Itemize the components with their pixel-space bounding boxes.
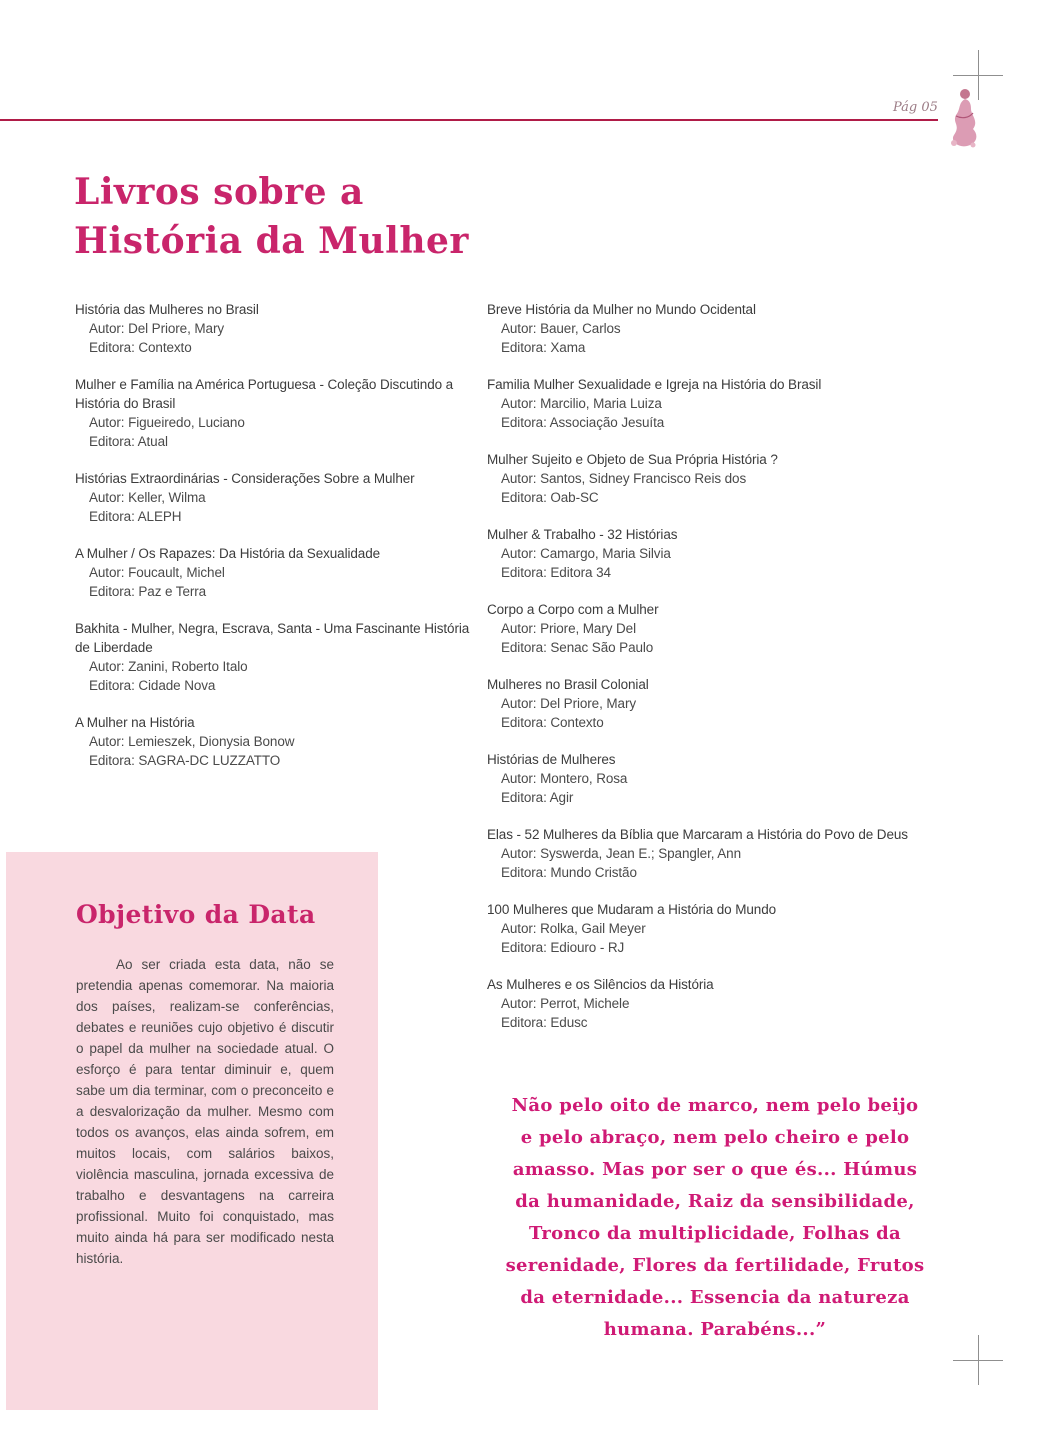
book-entry bbox=[487, 975, 992, 1032]
book-author: Autor: Perrot, Michele bbox=[501, 996, 630, 1011]
book-entry bbox=[487, 825, 992, 882]
book-entry bbox=[487, 600, 992, 657]
book-publisher: Editora: Cidade Nova bbox=[89, 678, 216, 693]
book-author: Autor: Camargo, Maria Silvia bbox=[501, 546, 671, 561]
quote-block bbox=[468, 1090, 962, 1346]
book-list-right bbox=[487, 300, 992, 1050]
book-publisher: Editora: SAGRA-DC LUZZATTO bbox=[89, 753, 281, 768]
page-number: Pág 05 bbox=[893, 100, 938, 115]
book-title: Mulher & Trabalho - 32 Histórias bbox=[487, 527, 678, 542]
book-publisher: Editora: Senac São Paulo bbox=[501, 640, 654, 655]
book-publisher: Editora: ALEPH bbox=[89, 509, 182, 524]
book-entry bbox=[75, 619, 480, 695]
book-title: A Mulher na História bbox=[75, 715, 195, 730]
book-publisher: Editora: Paz e Terra bbox=[89, 584, 207, 599]
book-author: Autor: Syswerda, Jean E.; Spangler, Ann bbox=[501, 846, 741, 861]
book-entry bbox=[75, 375, 480, 451]
book-publisher: Editora: Oab-SC bbox=[501, 490, 599, 505]
book-entry bbox=[75, 300, 480, 357]
book-list-left bbox=[75, 300, 480, 788]
objective-box bbox=[6, 852, 378, 1410]
book-title: Mulher e Família na América Portuguesa - Coleção Discutindo a História do Brasil bbox=[75, 377, 454, 411]
book-publisher: Editora: Contexto bbox=[501, 715, 604, 730]
header-rule bbox=[0, 119, 938, 121]
book-entry bbox=[75, 544, 480, 601]
book-publisher: Editora: Associação Jesuíta bbox=[501, 415, 665, 430]
book-author: Autor: Keller, Wilma bbox=[89, 490, 206, 505]
quote-line: serenidade, Flores da fertilidade, Frutos bbox=[505, 1255, 925, 1276]
book-publisher: Editora: Contexto bbox=[89, 340, 192, 355]
book-title: Bakhita - Mulher, Negra, Escrava, Santa - Uma Fascinante História de Liberdade bbox=[75, 621, 470, 655]
book-title: Familia Mulher Sexualidade e Igreja na História do Brasil bbox=[487, 377, 822, 392]
book-author: Autor: Figueiredo, Luciano bbox=[89, 415, 245, 430]
page-title-line1: Livros sobre a bbox=[74, 171, 364, 213]
book-title: Histórias de Mulheres bbox=[487, 752, 616, 767]
page-title bbox=[74, 168, 469, 266]
book-title: Breve História da Mulher no Mundo Ocidental bbox=[487, 302, 756, 317]
quote-line: humana. Parabéns...” bbox=[603, 1319, 827, 1340]
book-entry bbox=[487, 375, 992, 432]
book-title: A Mulher / Os Rapazes: Da História da Sexualidade bbox=[75, 546, 381, 561]
book-title: Elas - 52 Mulheres da Bíblia que Marcaram a História do Povo de Deus bbox=[487, 827, 908, 842]
book-title: Corpo a Corpo com a Mulher bbox=[487, 602, 659, 617]
book-author: Autor: Santos, Sidney Francisco Reis dos bbox=[501, 471, 747, 486]
book-entry bbox=[75, 713, 480, 770]
book-author: Autor: Marcilio, Maria Luiza bbox=[501, 396, 662, 411]
book-publisher: Editora: Edusc bbox=[501, 1015, 588, 1030]
book-author: Autor: Del Priore, Mary bbox=[501, 696, 636, 711]
book-title: História das Mulheres no Brasil bbox=[75, 302, 259, 317]
quote-line: e pelo abraço, nem pelo cheiro e pelo bbox=[520, 1127, 910, 1148]
objective-heading: Objetivo da Data bbox=[76, 900, 316, 929]
objective-body: Ao ser criada esta data, não se pretendia apenas comemorar. Na maioria dos países, realizam-se conferências, debates e reuniões cujo objetivo é discutir o papel da mulher na sociedade atual. O esforço é para tentar diminuir e, quem sabe um dia terminar, com o preconceito e a desvalorização da mulher. Mesmo com todos os avanços, elas ainda sofrem, em muitos locais, com salários baixos, violência masculina, jornada excessiva de trabalho e desvantagens na carreira profissional. Muito foi conquistado, mas muito ainda há para ser modificado nesta história. bbox=[76, 957, 334, 1266]
quote-line: da eternidade... Essencia da natureza bbox=[520, 1287, 910, 1308]
book-publisher: Editora: Mundo Cristão bbox=[501, 865, 637, 880]
book-title: As Mulheres e os Silêncios da História bbox=[487, 977, 714, 992]
book-entry bbox=[487, 900, 992, 957]
book-publisher: Editora: Xama bbox=[501, 340, 586, 355]
book-entry bbox=[487, 750, 992, 807]
woman-figure-image bbox=[940, 86, 986, 150]
book-entry bbox=[487, 675, 992, 732]
book-title: Histórias Extraordinárias - Considerações Sobre a Mulher bbox=[75, 471, 415, 486]
book-publisher: Editora: Editora 34 bbox=[501, 565, 611, 580]
book-title: Mulheres no Brasil Colonial bbox=[487, 677, 649, 692]
book-entry bbox=[487, 300, 992, 357]
book-publisher: Editora: Agir bbox=[501, 790, 574, 805]
book-entry bbox=[487, 450, 992, 507]
quote-line: amasso. Mas por ser o que és... Húmus bbox=[512, 1159, 918, 1180]
quote-line: Não pelo oito de marco, nem pelo beijo bbox=[511, 1095, 919, 1116]
book-entry bbox=[75, 469, 480, 526]
book-author: Autor: Montero, Rosa bbox=[501, 771, 628, 786]
book-author: Autor: Zanini, Roberto Italo bbox=[89, 659, 248, 674]
book-author: Autor: Del Priore, Mary bbox=[89, 321, 224, 336]
book-author: Autor: Priore, Mary Del bbox=[501, 621, 636, 636]
book-title: 100 Mulheres que Mudaram a História do Mundo bbox=[487, 902, 777, 917]
book-entry bbox=[487, 525, 992, 582]
book-author: Autor: Bauer, Carlos bbox=[501, 321, 621, 336]
book-author: Autor: Rolka, Gail Meyer bbox=[501, 921, 646, 936]
page-title-line2: História da Mulher bbox=[74, 220, 469, 262]
book-publisher: Editora: Ediouro - RJ bbox=[501, 940, 625, 955]
quote-line: Tronco da multiplicidade, Folhas da bbox=[529, 1223, 901, 1244]
quote-line: da humanidade, Raiz da sensibilidade, bbox=[515, 1191, 915, 1212]
book-publisher: Editora: Atual bbox=[89, 434, 168, 449]
book-author: Autor: Foucault, Michel bbox=[89, 565, 225, 580]
book-author: Autor: Lemieszek, Dionysia Bonow bbox=[89, 734, 295, 749]
book-title: Mulher Sujeito e Objeto de Sua Própria História ? bbox=[487, 452, 778, 467]
